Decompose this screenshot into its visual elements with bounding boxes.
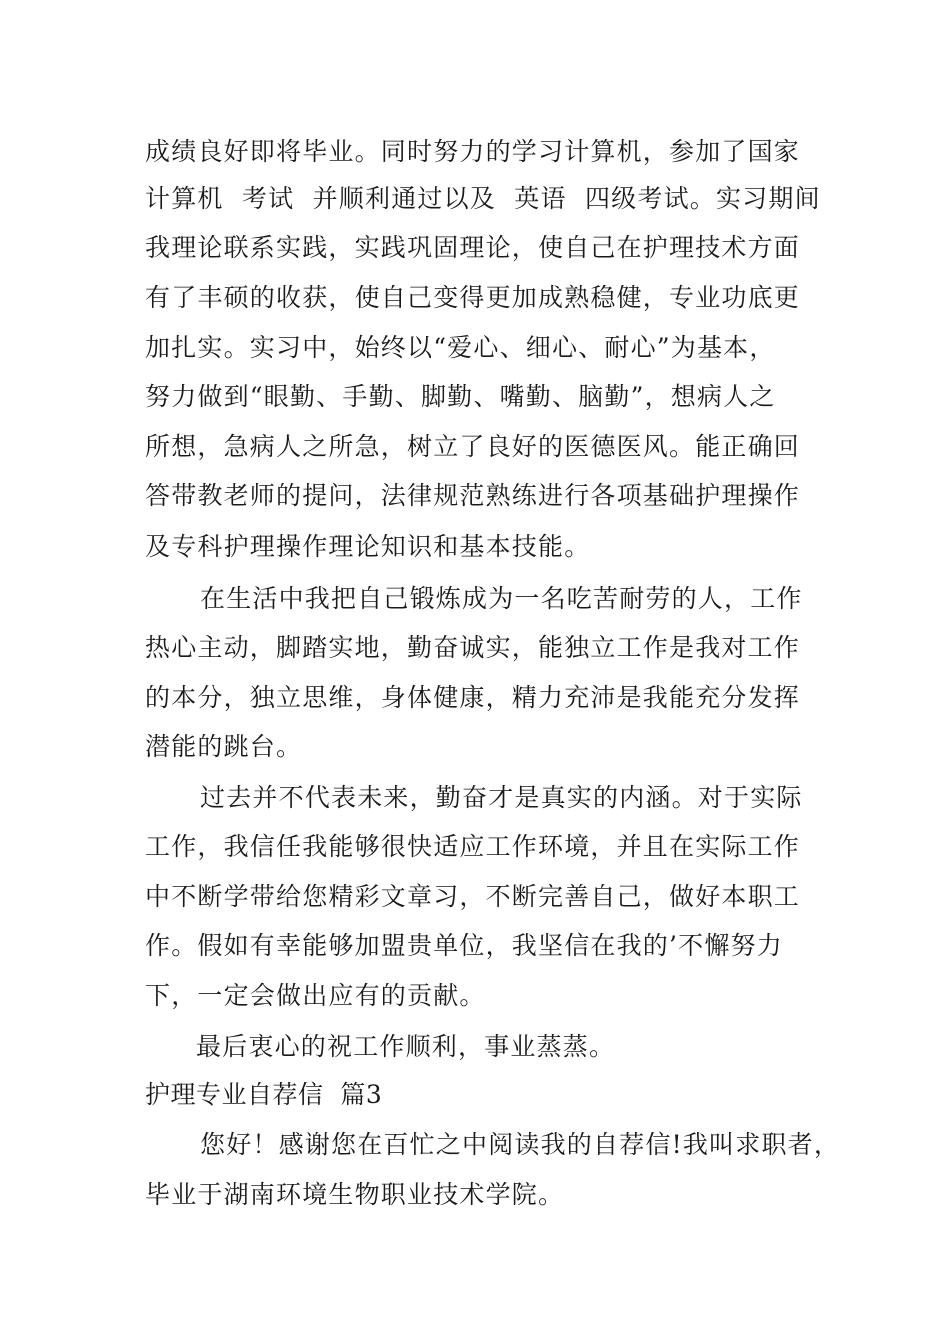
text-line: 工作，我信任我能够很快适应工作环境，并且在实际工作 — [145, 832, 801, 861]
text-line: 潜能的跳台。 — [145, 732, 303, 761]
text-line: 的本分，独立思维，身体健康，精力充沛是我能充分发挥 — [145, 683, 801, 712]
text-line: 答带教老师的提问，法律规范熟练进行各项基础护理操作 — [145, 481, 801, 510]
text-line: 毕业于湖南环境生物职业技术学院。 — [145, 1180, 565, 1209]
paragraph-first-line: 您好！感谢您在百忙之中阅读我的自荐信!我叫求职者， — [200, 1130, 841, 1159]
text-line: 计算机 考试 并顺利通过以及 英语 四级考试。实习期间 — [145, 184, 821, 213]
text-line: 有了丰硕的收获，使自己变得更加成熟稳健，专业功底更 — [145, 283, 801, 312]
text-line: 热心主动，脚踏实地，勤奋诚实，能独立工作是我对工作 — [145, 633, 801, 662]
text-line: 成绩良好即将毕业。同时努力的学习计算机，参加了国家 — [145, 137, 801, 166]
paragraph-first-line: 最后衷心的祝工作顺利，事业蒸蒸。 — [196, 1032, 616, 1061]
text-line: 我理论联系实践，实践巩固理论，使自己在护理技术方面 — [145, 233, 801, 262]
text-line: 所想，急病人之所急，树立了良好的医德医风。能正确回 — [145, 432, 801, 461]
text-line: 努力做到“眼勤、手勤、脚勤、嘴勤、脑勤”，想病人之 — [145, 382, 776, 411]
text-line: 中不断学带给您精彩文章习，不断完善自己，做好本职工 — [145, 882, 801, 911]
paragraph-first-line: 在生活中我把自己锻炼成为一名吃苦耐劳的人，工作 — [200, 584, 803, 613]
text-line: 下，一定会做出应有的贡献。 — [145, 981, 486, 1010]
text-line: 作。假如有幸能够加盟贵单位，我坚信在我的’不懈努力 — [145, 931, 783, 960]
text-line: 加扎实。实习中，始终以“爱心、细心、耐心”为基本， — [145, 333, 776, 362]
section-heading: 护理专业自荐信 篇3 — [145, 1080, 383, 1109]
text-line: 及专科护理操作理论知识和基本技能。 — [145, 532, 591, 561]
paragraph-first-line: 过去并不代表未来，勤奋才是真实的内涵。对于实际 — [200, 783, 803, 812]
